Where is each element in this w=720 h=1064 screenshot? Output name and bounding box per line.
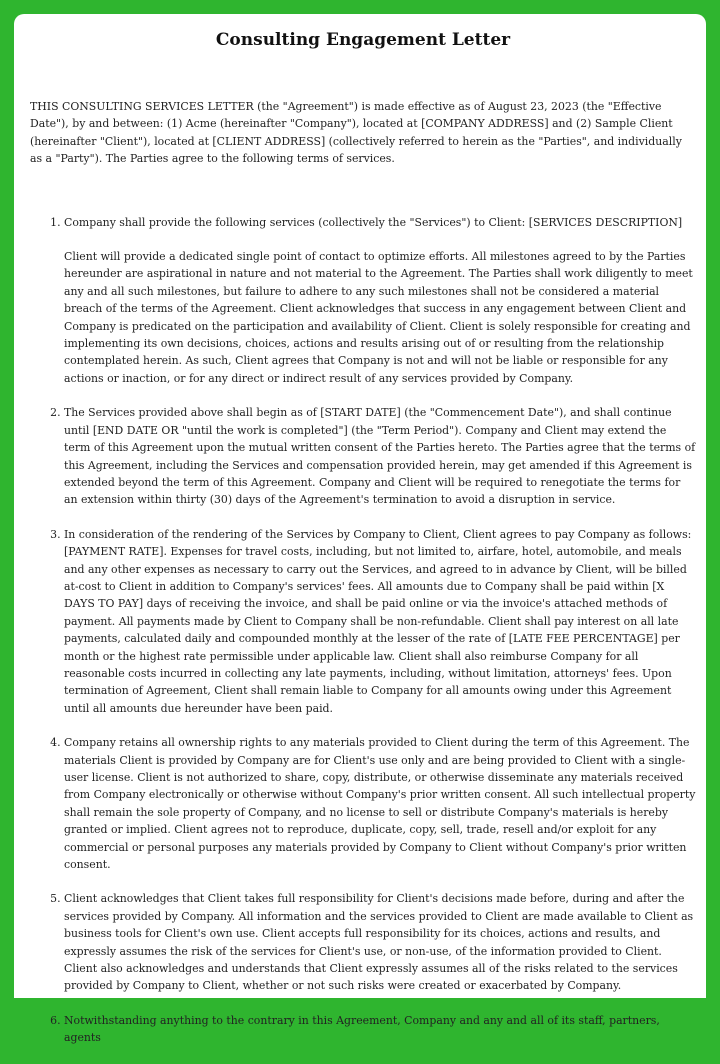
clause-text: 3. In consideration of the rendering of the Services by Company to Client, Client agrees to pay Company as follows: [PAYMENT RATE]. Expenses for travel costs, including, but not limited to, airfare, hotel, automobile, and meals and any other expenses as necessary to carry out the Services, and agreed to in advance by Client, will be billed at-cost to Client in addition to Company's services' fees. All amounts due to Company shall be paid within [X DAYS TO PAY] days of receiving the invoice, and shall be paid online or via the invoice's attached methods of payment. All payments made by Client to Company shall be non-refundable. Client shall pay interest on all late payments, calculated daily and compounded monthly at the lesser of the rate of [LATE FEE PERCENTAGE] per month or the highest rate permissible under applicable law. Client shall also reimburse Company for all reasonable costs incurred in collecting any late payments, including, without limitation, attorneys' fees. Upon termination of Agreement, Client shall remain liable to Company for all amounts owing under this Agreement until all amounts due hereunder have been paid. <box>64 527 692 715</box>
clause-4 <box>64 734 696 873</box>
document-page <box>14 14 706 1045</box>
clause-1 <box>64 214 696 388</box>
clause-text: 1. Company shall provide the following services (collectively the "Services") to Client: [SERVICES DESCRIPTION] <box>64 215 683 229</box>
clause-6 <box>64 1012 696 1047</box>
clause-2 <box>64 404 696 508</box>
clause-text: 6. Notwithstanding anything to the contrary in this Agreement, Company and any and all of its staff, partners, agents <box>64 1013 660 1045</box>
clause-3 <box>64 526 696 717</box>
clause-text: 5. Client acknowledges that Client takes full responsibility for Client's decisions made before, during and after the services provided by Company. All information and the services provided to Client are made available to Client as business tools for Client's own use. Client accepts full responsibility for its choices, actions and results, and expressly assumes the risk of the services for Client's use, or non-use, of the information provided to Client. Client also acknowledges and understands that Client expressly assumes all of the risks related to the services provided by Company to Client, whether or not such risks were created or exacerbated by Company. <box>64 892 694 993</box>
document-body <box>30 28 696 1064</box>
page-title: Consulting Engagement Letter <box>215 30 511 50</box>
clause-text: 2. The Services provided above shall begin as of [START DATE] (the "Commencement Date"), and shall continue until [END DATE OR "until the work is completed"] (the "Term Period"). Company and Client may extend the term of this Agreement upon the mutual written consent of the Parties hereto. The Parties agree that the terms of this Agreement, including the Services and compensation provided herein, may get amended if this Agreement is extended beyond the term of this Agreement. Company and Client will be required to renegotiate the terms for an extension within thirty (30) days of the Agreement's termination to avoid a disruption in service. <box>64 406 696 507</box>
intro-paragraph: THIS CONSULTING SERVICES LETTER (the "Agreement") is made effective as of August 23, 2023 (the "Effective Date"), by and between: (1) Acme (hereinafter "Company"), located at [COMPANY ADDRESS] and (2) Sample Client (hereinafter "Client"), located at [CLIENT ADDRESS] (collectively referred to herein as the "Parties", and individually as a "Party"). The Parties agree to the following terms of services. <box>30 100 682 166</box>
clause-text: 4. Company retains all ownership rights to any materials provided to Client during the term of this Agreement. The materials Client is provided by Company are for Client's use only and are being provided to Client with a single-user license. Client is not authorized to share, copy, distribute, or otherwise disseminate any materials received from Company electronically or otherwise without Company's prior written consent. All such intellectual property shall remain the sole property of Company, and no license to sell or distribute Company's materials is hereby granted or implied. Client agrees not to reproduce, duplicate, copy, sell, trade, resell and/or exploit for any commercial or personal purposes any materials provided by Company to Client without Company's prior written consent. <box>64 736 696 872</box>
clause-subparagraph: Client will provide a dedicated single point of contact to optimize efforts. All milestones agreed to by the Parties hereunder are aspirational in nature and not material to the Agreement. The Parties shall work diligently to meet any and all such milestones, but failure to adhere to any such milestones shall not be considered a material breach of the terms of the Agreement. Client acknowledges that success in any engagement between Client and Company is predicated on the participation and availability of Client. Client is solely responsible for creating and implementing its own decisions, choices, actions and results arising out of or resulting from the relationship contemplated herein. As such, Client agrees that Company is not and will not be liable or responsible for any actions or inaction, or for any direct or indirect result of any services provided by Company. <box>64 250 693 385</box>
clause-list <box>30 214 696 1047</box>
clause-5 <box>64 890 696 994</box>
